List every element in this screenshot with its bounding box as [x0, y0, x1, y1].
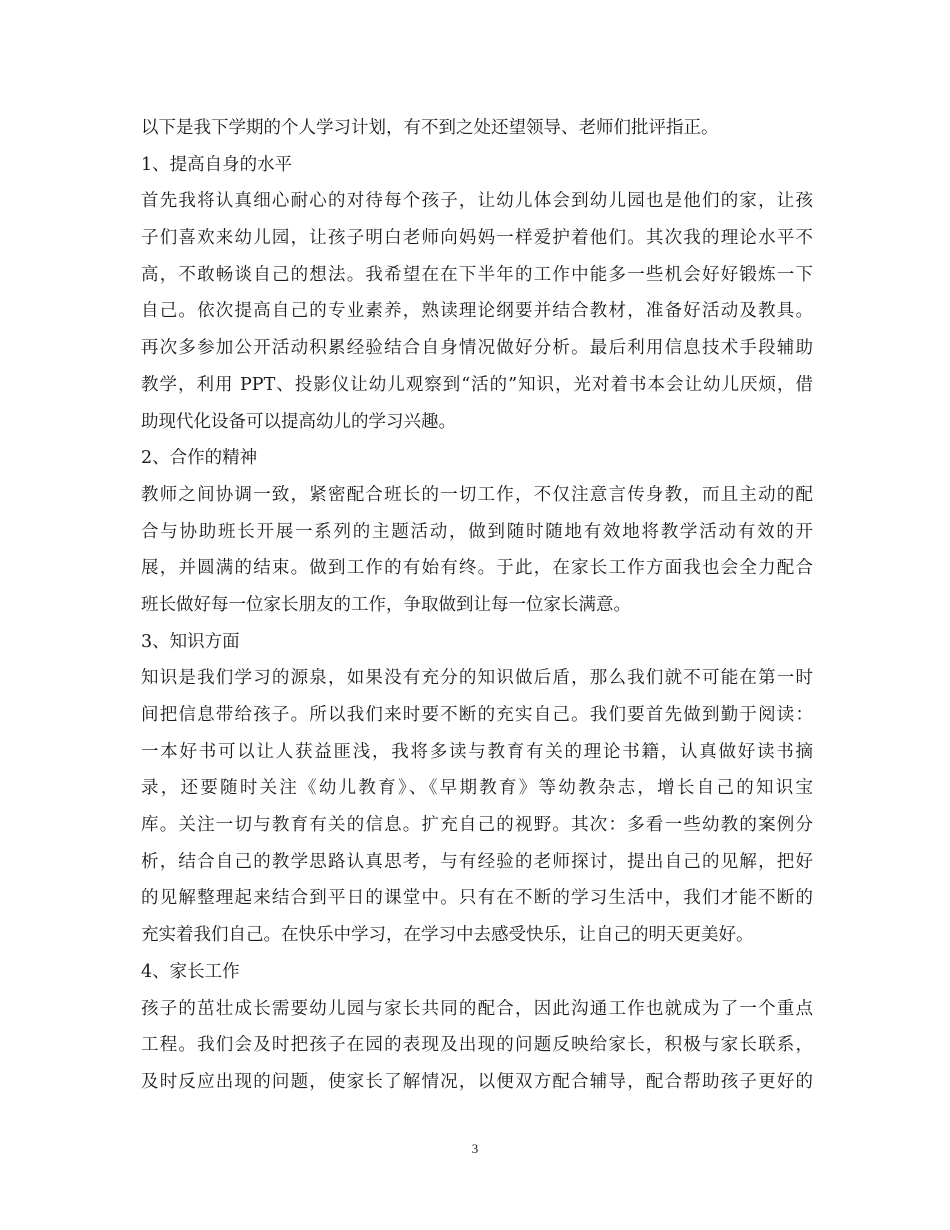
paragraph-line: 知识是我们学习的源泉，如果没有充分的知识做后盾，那么我们就不可能在第一时	[141, 668, 813, 689]
paragraph-line: 高，不敢畅谈自己的想法。我希望在在下半年的工作中能多一些机会好好锻炼一下	[141, 264, 813, 285]
section-heading: 4、家长工作	[141, 961, 240, 982]
section-heading: 2、合作的精神	[141, 448, 258, 469]
paragraph-line: 展，并圆满的结束。做到工作的有始有终。于此，在家长工作方面我也会全力配合	[141, 558, 813, 579]
paragraph-line: 及时反应出现的问题，使家长了解情况，以便双方配合辅导，配合帮助孩子更好的	[141, 1071, 813, 1092]
paragraph-line: 教师之间协调一致，紧密配合班长的一切工作，不仅注意言传身教，而且主动的配	[141, 484, 813, 505]
paragraph-line: 充实着我们自己。在快乐中学习，在学习中去感受快乐，让自己的明天更美好。	[141, 925, 754, 946]
paragraph-line: 工程。我们会及时把孩子在园的表现及出现的问题反映给家长，积极与家长联系，	[141, 1035, 813, 1056]
paragraph-line: 录，还要随时关注《幼儿教育》、《早期教育》等幼教杂志，增长自己的知识宝	[141, 778, 813, 799]
page-number: 3	[471, 1141, 479, 1156]
paragraph-line: 一本好书可以让人获益匪浅，我将多读与教育有关的理论书籍，认真做好读书摘	[141, 741, 813, 762]
paragraph-line: 助现代化设备可以提高幼儿的学习兴趣。	[141, 411, 456, 432]
paragraph-line: 教学，利用 PPT、投影仪让幼儿观察到“活的”知识，光对着书本会让幼儿厌烦，借	[141, 374, 813, 395]
paragraph-line: 间把信息带给孩子。所以我们来时要不断的充实自己。我们要首先做到勤于阅读：	[141, 705, 813, 725]
paragraph-line: 班长做好每一位家长朋友的工作，争取做到让每一位家长满意。	[141, 594, 631, 615]
section-heading: 1、提高自身的水平	[141, 154, 293, 175]
paragraph-line: 孩子的茁壮成长需要幼儿园与家长共同的配合，因此沟通工作也就成为了一个重点	[141, 998, 813, 1019]
document-body	[141, 110, 813, 1101]
paragraph-line: 合与协助班长开展一系列的主题活动，做到随时随地有效地将教学活动有效的开	[141, 521, 813, 542]
paragraph-line: 再次多参加公开活动积累经验结合自身情况做好分析。最后利用信息技术手段辅助	[141, 338, 813, 359]
paragraph-line: 首先我将认真细心耐心的对待每个孩子，让幼儿体会到幼儿园也是他们的家，让孩	[141, 191, 813, 212]
paragraph-line: 以下是我下学期的个人学习计划，有不到之处还望领导、老师们批评指正。	[141, 118, 719, 138]
paragraph-line: 库。关注一切与教育有关的信息。扩充自己的视野。其次：多看一些幼教的案例分	[141, 815, 813, 836]
paragraph-line: 子们喜欢来幼儿园，让孩子明白老师向妈妈一样爱护着他们。其次我的理论水平不	[141, 228, 813, 249]
section-heading: 3、知识方面	[141, 631, 240, 652]
paragraph-line: 的见解整理起来结合到平日的课堂中。只有在不断的学习生活中，我们才能不断的	[141, 888, 813, 909]
paragraph-line: 析，结合自己的教学思路认真思考，与有经验的老师探讨，提出自己的见解，把好	[141, 851, 813, 872]
paragraph-line: 自己。依次提高自己的专业素养，熟读理论纲要并结合教材，准备好活动及教具。	[141, 301, 813, 322]
